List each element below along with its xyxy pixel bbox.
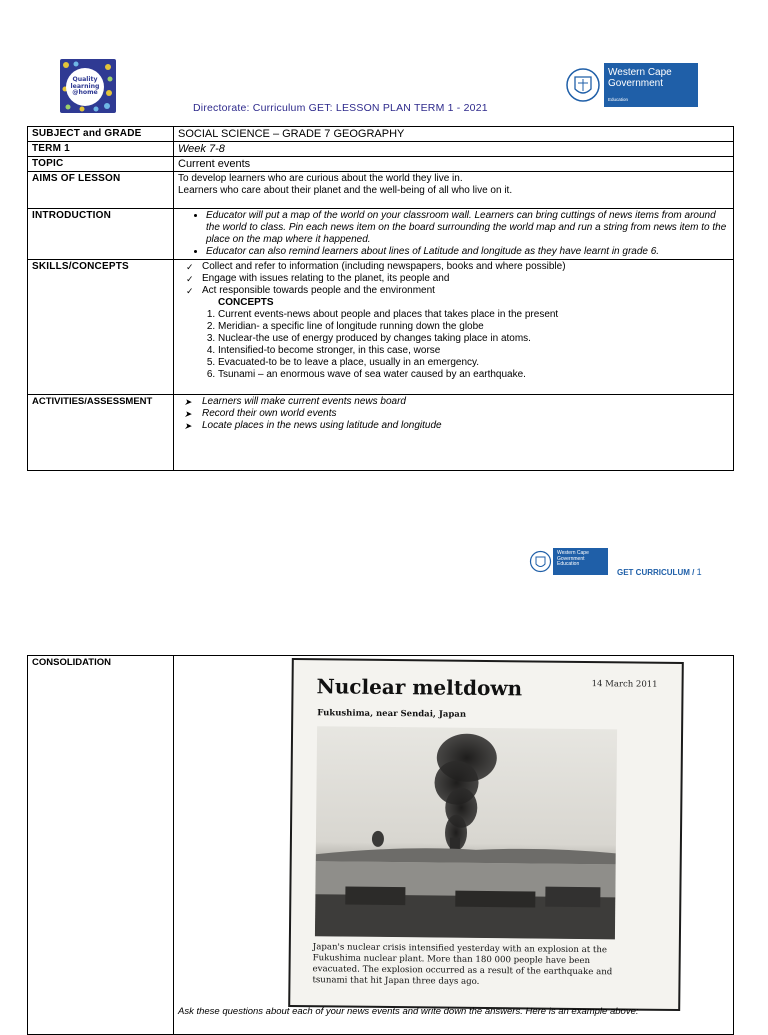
aim-item: Learners who care about their planet and the well-being of all who live on it. [178,185,513,196]
activity-item: ➤ Learners will make current events news board [202,396,729,408]
consolidation-label: CONSOLIDATION [28,656,174,1035]
directorate-heading: Directorate: Curriculum GET: LESSON PLAN TERM 1 - 2021 [193,102,488,114]
topic-row [28,157,734,172]
aim-item: To develop learners who are curious about the world they live in. [178,173,463,184]
quality-learning-badge [66,68,104,106]
explosion-photo [315,726,617,939]
subject-label: SUBJECT and GRADE [28,127,174,142]
footer-wcg-logo [528,548,608,575]
skills-value [174,260,734,395]
topic-value: Current events [174,157,734,172]
footer-wcg-name: Western Cape Government Education [557,550,589,567]
concept-item: 5. Evacuated-to be to leave a place, usually in an emergency. [218,357,729,369]
activities-label: ACTIVITIES/ASSESSMENT [28,395,174,471]
footer-text [617,567,702,577]
intro-item: • Educator can also remind learners about lines of Latitude and longitude as they have learnt in grade 6. [206,246,729,258]
footer-label: GET CURRICULUM / [617,568,695,577]
newspaper-clipping [288,658,684,1011]
concept-item: 4. Intensified-to become stronger, in this case, worse [218,345,729,357]
activities-row [28,395,734,471]
footer-coat-of-arms-icon [528,548,553,575]
quality-learning-logo [60,59,116,113]
lesson-plan-table [27,126,734,471]
aims-row [28,172,734,209]
term-value: Week 7-8 [174,142,734,157]
question-instructions: Ask these questions about each of your news events and write down the answers. Here is an example above: [178,1006,639,1017]
introduction-label: INTRODUCTION [28,209,174,260]
concept-item: 1. Current events-news about people and places that takes place in the present [218,309,729,321]
activities-value [174,395,734,471]
skills-label: SKILLS/CONCEPTS [28,260,174,395]
smoke-plume-icon [315,726,617,939]
term-label: TERM 1 [28,142,174,157]
concepts-title: CONCEPTS [218,297,274,308]
subject-row [28,127,734,142]
introduction-value [174,209,734,260]
intro-item: • Educator will put a map of the world on your classroom wall. Learners can bring cuttings of news items from around the world to class. Pin each news item on the board surrounding the world map and run a string from news item to the place on the map where it happened. [206,210,729,246]
wcg-sub: Education [608,97,629,102]
clipping-headline: Nuclear meltdown [316,674,523,701]
aims-value [174,172,734,209]
skills-row [28,260,734,395]
activity-item: ➤ Record their own world events [202,408,729,420]
concept-item: 2. Meridian- a specific line of longitude running down the globe [218,321,729,333]
skill-item: ✓ Engage with issues relating to the planet, its people and [202,273,729,285]
coat-of-arms-icon [562,63,604,107]
term-row [28,142,734,157]
topic-label: TOPIC [28,157,174,172]
skill-item: ✓ Act responsible towards people and the environment [202,285,729,297]
page-number: 1 [696,567,702,577]
wcg-name: Western Cape Government [608,67,672,89]
clipping-date: 14 March 2011 [591,679,658,690]
western-cape-government-logo [562,63,698,107]
skill-item: ✓ Collect and refer to information (including newspapers, books and where possible) [202,261,729,273]
quality-learning-text: Quality learning @home [70,76,100,97]
subject-value: SOCIAL SCIENCE – GRADE 7 GEOGRAPHY [174,127,734,142]
introduction-row [28,209,734,260]
aims-label: AIMS OF LESSON [28,172,174,209]
concept-item: 6. Tsunami – an enormous wave of sea water caused by an earthquake. [218,369,729,381]
clipping-caption: Japan's nuclear crisis intensified yesterday with an explosion at the Fukushima nuclear plant. More than 180 000 people have been evacuated. The explosion occurred as a result of the earthquake and tsunami that hit Japan three days ago. [312,942,613,987]
clipping-location: Fukushima, near Sendai, Japan [317,708,467,720]
concept-item: 3. Nuclear-the use of energy produced by changes taking place in atoms. [218,333,729,345]
activity-item: ➤ Locate places in the news using latitude and longitude [202,420,729,432]
